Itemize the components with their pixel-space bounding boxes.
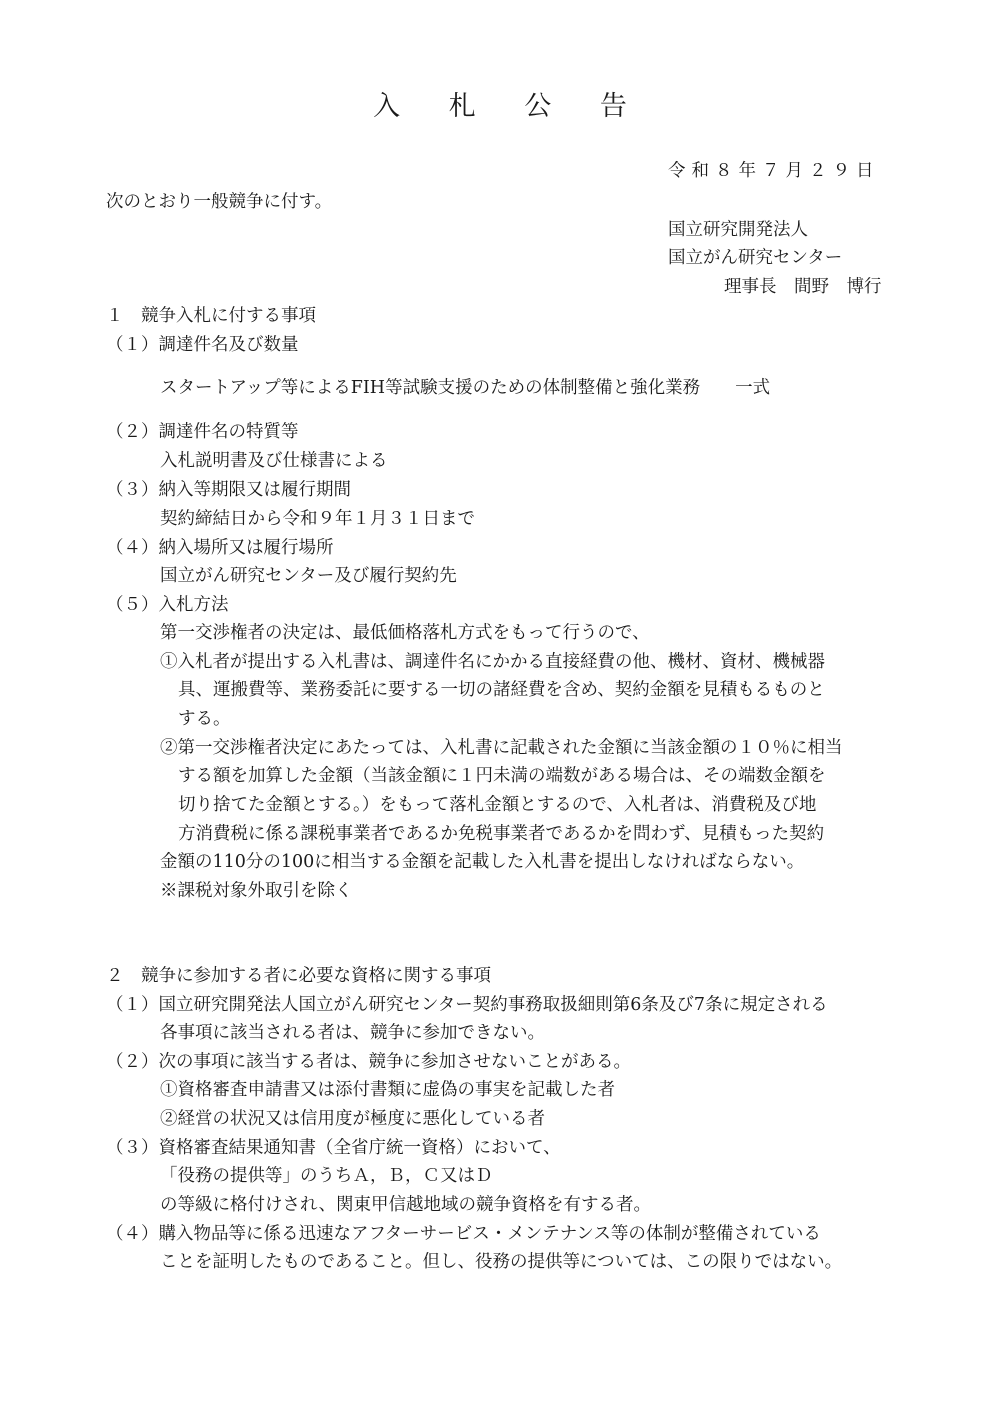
s1-item2-text: 入札説明書及び仕様書による [160, 451, 388, 471]
s1-item5-lead: 第一交渉権者の決定は、最低価格落札方式をもって行うので、 [160, 623, 650, 643]
document-title [0, 84, 1000, 123]
s1-item2-label: （２）調達件名の特質等 [106, 422, 299, 442]
s2-item1-cont: 各事項に該当される者は、競争に参加できない。 [160, 1023, 545, 1043]
s2-item2-b: ②経営の状況又は信用度が極度に悪化している者 [160, 1109, 545, 1129]
s1-item5-p1-line: ①入札者が提出する入札書は、調達件名にかかる直接経費の他、機材、資材、機械器 [160, 652, 825, 672]
s1-item1-text: スタートアップ等によるFIH等試験支援のための体制整備と強化業務 一式 [160, 378, 771, 398]
s1-item5-p2-line: 方消費税に係る課税事業者であるか免税事業者であるかを問わず、見積もった契約 [178, 824, 825, 844]
s2-item2-label: （２）次の事項に該当する者は、競争に参加させないことがある。 [106, 1052, 631, 1072]
s1-item3-text: 契約締結日から令和９年１月３１日まで [160, 509, 475, 529]
s1-item5-p2-line: 金額の110分の100に相当する金額を記載した入札書を提出しなければならない。 [160, 852, 805, 872]
s2-item1-label: （１）国立研究開発法人国立がん研究センター契約事務取扱細則第6条及び7条に規定される [106, 995, 828, 1015]
issuer-org1: 国立研究開発法人 [668, 220, 808, 240]
s1-item1-label: （１）調達件名及び数量 [106, 335, 299, 355]
s2-item3-label: （３）資格審査結果通知書（全省庁統一資格）において、 [106, 1138, 561, 1158]
s2-item3-line2: 「役務の提供等」のうちＡ，Ｂ，Ｃ又はＤ [160, 1166, 493, 1186]
s1-item5-note: ※課税対象外取引を除く [160, 881, 353, 901]
s1-item5-p1-line: 具、運搬費等、業務委託に要する一切の諸経費を含め、契約金額を見積もるものと [178, 680, 825, 700]
s2-item2-a: ①資格審査申請書又は添付書類に虚偽の事実を記載した者 [160, 1080, 615, 1100]
title-char: 入 [373, 91, 401, 122]
s2-item4-label: （４）購入物品等に係る迅速なアフターサービス・メンテナンス等の体制が整備されている [106, 1224, 821, 1244]
s1-item4-text: 国立がん研究センター及び履行契約先 [160, 566, 457, 586]
section2-heading: ２ 競争に参加する者に必要な資格に関する事項 [106, 966, 491, 986]
s1-item5-p2-line: ②第一交渉権者決定にあたっては、入札書に記載された金額に当該金額の１０％に相当 [160, 738, 843, 758]
issuer-person: 理事長 間野 博行 [724, 277, 882, 297]
s1-item5-p1-line: する。 [178, 709, 231, 729]
announcement-date: 令和８年７月２９日 [668, 161, 880, 181]
s2-item3-line3: の等級に格付けされ、関東甲信越地域の競争資格を有する者。 [160, 1195, 652, 1215]
title-char: 札 [448, 91, 476, 122]
issuer-org2: 国立がん研究センター [668, 248, 843, 268]
section1-heading: １ 競争入札に付する事項 [106, 306, 316, 326]
title-char: 公 [524, 91, 552, 122]
s1-item5-p2-line: 切り捨てた金額とする。）をもって落札金額とするので、入札者は、消費税及び地 [178, 795, 817, 815]
s1-item5-p2-line: する額を加算した金額（当該金額に１円未満の端数がある場合は、その端数金額を [178, 766, 826, 786]
s2-item4-cont: ことを証明したものであること。但し、役務の提供等については、この限りではない。 [160, 1252, 843, 1272]
s1-item3-label: （３）納入等期限又は履行期間 [106, 480, 351, 500]
s1-item5-label: （５）入札方法 [106, 595, 229, 615]
intro-text: 次のとおり一般競争に付す。 [106, 192, 333, 212]
s1-item4-label: （４）納入場所又は履行場所 [106, 538, 334, 558]
title-char: 告 [599, 91, 627, 122]
